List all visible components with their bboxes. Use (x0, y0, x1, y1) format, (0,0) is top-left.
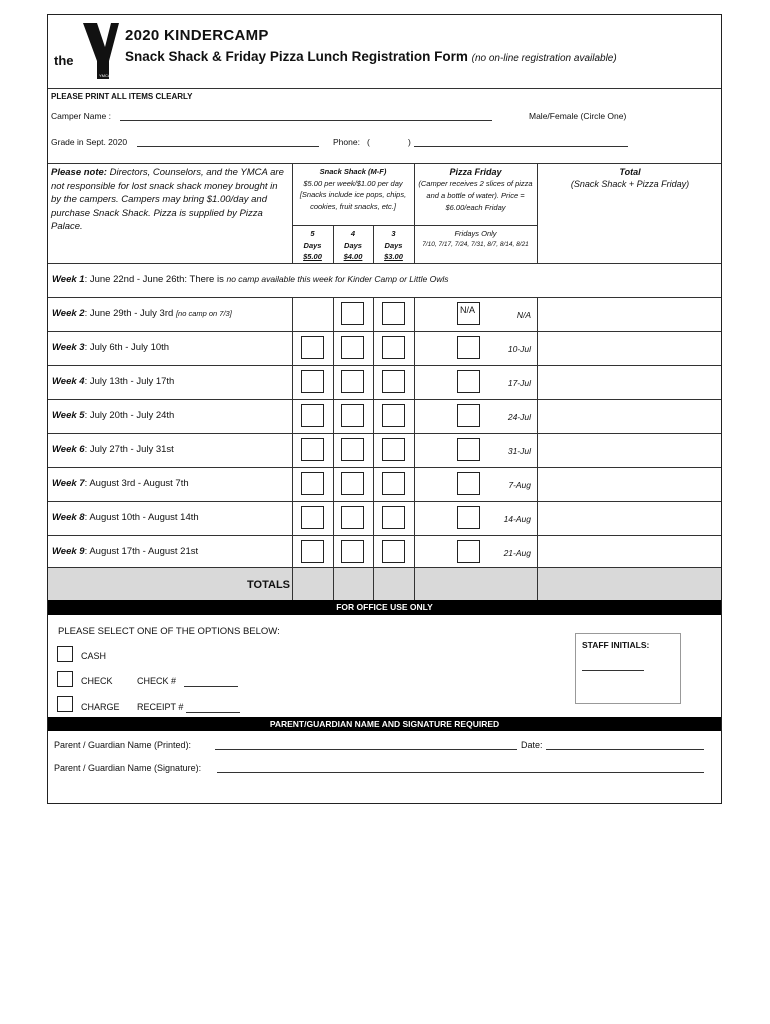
charge-label: CHARGE (81, 702, 120, 712)
divider (48, 467, 721, 468)
divider (48, 297, 721, 298)
staff-initials-box[interactable] (575, 633, 681, 704)
snack-4-days-checkbox[interactable] (341, 438, 364, 461)
snack-4-days-checkbox[interactable] (341, 404, 364, 427)
divider (48, 163, 721, 164)
friday-date: 10-Jul (507, 344, 531, 354)
guardian-signature-label: Parent / Guardian Name (Signature): (54, 763, 202, 773)
grade-field[interactable] (137, 146, 319, 147)
form-subtitle: Snack Shack & Friday Pizza Lunch Registration Form (no on-line registration available) (125, 49, 617, 64)
camper-name-label: Camper Name : (51, 111, 111, 121)
gender-label: Male/Female (Circle One) (529, 111, 627, 121)
check-number-field[interactable] (184, 686, 238, 687)
snack-4-days-checkbox[interactable] (341, 370, 364, 393)
friday-date: 17-Jul (507, 378, 531, 388)
office-instruction: PLEASE SELECT ONE OF THE OPTIONS BELOW: (58, 626, 280, 637)
divider (48, 567, 721, 568)
phone-label: Phone: (333, 137, 360, 147)
friday-date: 14-Aug (503, 514, 531, 524)
camper-name-field[interactable] (120, 120, 492, 121)
receipt-field[interactable] (186, 712, 240, 713)
col-line (414, 297, 415, 600)
divider (48, 501, 721, 502)
friday-date: 21-Aug (503, 548, 531, 558)
divider (48, 433, 721, 434)
snack-5-days-checkbox[interactable] (301, 472, 324, 495)
snack-5-days-checkbox[interactable] (301, 336, 324, 359)
divider (48, 535, 721, 536)
fridays-only: Fridays Only 7/10, 7/17, 7/24, 7/31, 8/7, 8/14, 8/21 (422, 229, 529, 248)
phone-paren-close: ) (408, 137, 411, 147)
week-label: Week 4: July 13th - July 17th (52, 376, 175, 387)
col-line (333, 297, 334, 600)
charge-checkbox[interactable] (57, 696, 73, 712)
friday-date: 31-Jul (507, 446, 531, 456)
guardian-printed-label: Parent / Guardian Name (Printed): (54, 740, 192, 750)
logo-text: the (54, 53, 74, 68)
staff-initials-label: STAFF INITIALS: (582, 640, 650, 650)
phone-field[interactable] (414, 146, 628, 147)
week-label: Week 8: August 10th - August 14th (52, 512, 199, 523)
week-label: Week 2: June 29th - July 3rd [no camp on 7/3] (52, 308, 232, 319)
snack-4-days-checkbox[interactable] (341, 540, 364, 563)
date-label: Date: (521, 740, 543, 750)
total-header: Total (Snack Shack + Pizza Friday) (570, 167, 690, 189)
col-line (537, 297, 538, 600)
week-label: Week 6: July 27th - July 31st (52, 444, 174, 455)
divider (48, 88, 721, 89)
cash-checkbox[interactable] (57, 646, 73, 662)
week-label: Week 5: July 20th - July 24th (52, 410, 175, 421)
snack-3-days-checkbox[interactable] (382, 302, 405, 325)
snack-3-days-checkbox[interactable] (382, 438, 405, 461)
guardian-signature-field[interactable] (217, 772, 704, 773)
snack-5-days-checkbox[interactable] (301, 404, 324, 427)
check-checkbox[interactable] (57, 671, 73, 687)
totals-row (48, 567, 721, 600)
divider (48, 399, 721, 400)
snack-4-days-checkbox[interactable] (341, 506, 364, 529)
week-1-row: Week 1: June 22nd - June 26th: There is no camp available this week for Kinder Camp or Little Owls (52, 274, 449, 285)
friday-date: N/A (516, 310, 531, 320)
grade-label: Grade in Sept. 2020 (51, 137, 128, 147)
snack-option-5-days: 5 Days $5.00 (303, 229, 322, 261)
ymca-logo (53, 21, 119, 81)
divider (292, 225, 414, 226)
week-label: Week 3: July 6th - July 10th (52, 342, 170, 353)
office-use-bar: FOR OFFICE USE ONLY (48, 600, 721, 615)
snack-option-3-days: 3 Days $3.00 (384, 229, 403, 261)
friday-date: 24-Jul (507, 412, 531, 422)
snack-3-days-checkbox[interactable] (382, 506, 405, 529)
phone-paren-open: ( (367, 137, 370, 147)
pizza-na-box: N/A (457, 302, 480, 325)
snack-5-days-checkbox[interactable] (301, 370, 324, 393)
divider (48, 263, 721, 264)
snack-3-days-checkbox[interactable] (382, 370, 405, 393)
staff-initials-field[interactable] (582, 670, 644, 671)
snack-5-days-checkbox[interactable] (301, 438, 324, 461)
friday-date: 7-Aug (508, 480, 531, 490)
divider (48, 365, 721, 366)
date-field[interactable] (546, 749, 704, 750)
snack-option-4-days: 4 Days $4.00 (343, 229, 363, 261)
check-number-label: CHECK # (137, 676, 177, 686)
logo-small-text: YMCA (99, 73, 111, 78)
col-line (292, 297, 293, 600)
divider (414, 225, 537, 226)
guardian-printed-field[interactable] (215, 749, 517, 750)
receipt-label: RECEIPT # (137, 702, 184, 712)
totals-label: TOTALS (247, 579, 290, 591)
registration-form (47, 14, 722, 804)
col-line (373, 297, 374, 600)
divider (48, 331, 721, 332)
snack-4-days-checkbox[interactable] (341, 472, 364, 495)
snack-4-days-checkbox[interactable] (341, 302, 364, 325)
guardian-bar: PARENT/GUARDIAN NAME AND SIGNATURE REQUIRED (48, 717, 721, 731)
week-label: Week 9: August 17th - August 21st (52, 546, 199, 557)
pizza-friday-header: Pizza Friday (Camper receives 2 slices of pizza and a bottle of water). Price = $6.00/each Friday (418, 167, 533, 212)
print-notice: PLEASE PRINT ALL ITEMS CLEARLY (51, 92, 193, 101)
snack-5-days-checkbox[interactable] (301, 540, 324, 563)
snack-4-days-checkbox[interactable] (341, 336, 364, 359)
cash-label: CASH (81, 651, 107, 661)
snack-3-days-checkbox[interactable] (382, 540, 405, 563)
snack-5-days-checkbox[interactable] (301, 506, 324, 529)
snack-3-days-checkbox[interactable] (382, 472, 405, 495)
week-label: Week 7: August 3rd - August 7th (52, 478, 189, 489)
check-label: CHECK (81, 676, 113, 686)
form-title: 2020 KINDERCAMP (125, 27, 269, 44)
snack-3-days-checkbox[interactable] (382, 404, 405, 427)
note-text: Please note: Directors, Counselors, and the YMCA are not responsible for lost snack shack money brought in by the campers. Campers may bring $1.00/day and purchase Snack Shack. Pizza is supplied by Pizza Palace. (51, 167, 284, 232)
subtitle-note: (no on-line registration available) (471, 53, 617, 64)
snack-shack-header: Snack Shack (M-F) $5.00 per week/$1.00 per day [Snacks include ice pops, chips, cookies, fruit snacks, etc.] (299, 167, 407, 211)
snack-3-days-checkbox[interactable] (382, 336, 405, 359)
